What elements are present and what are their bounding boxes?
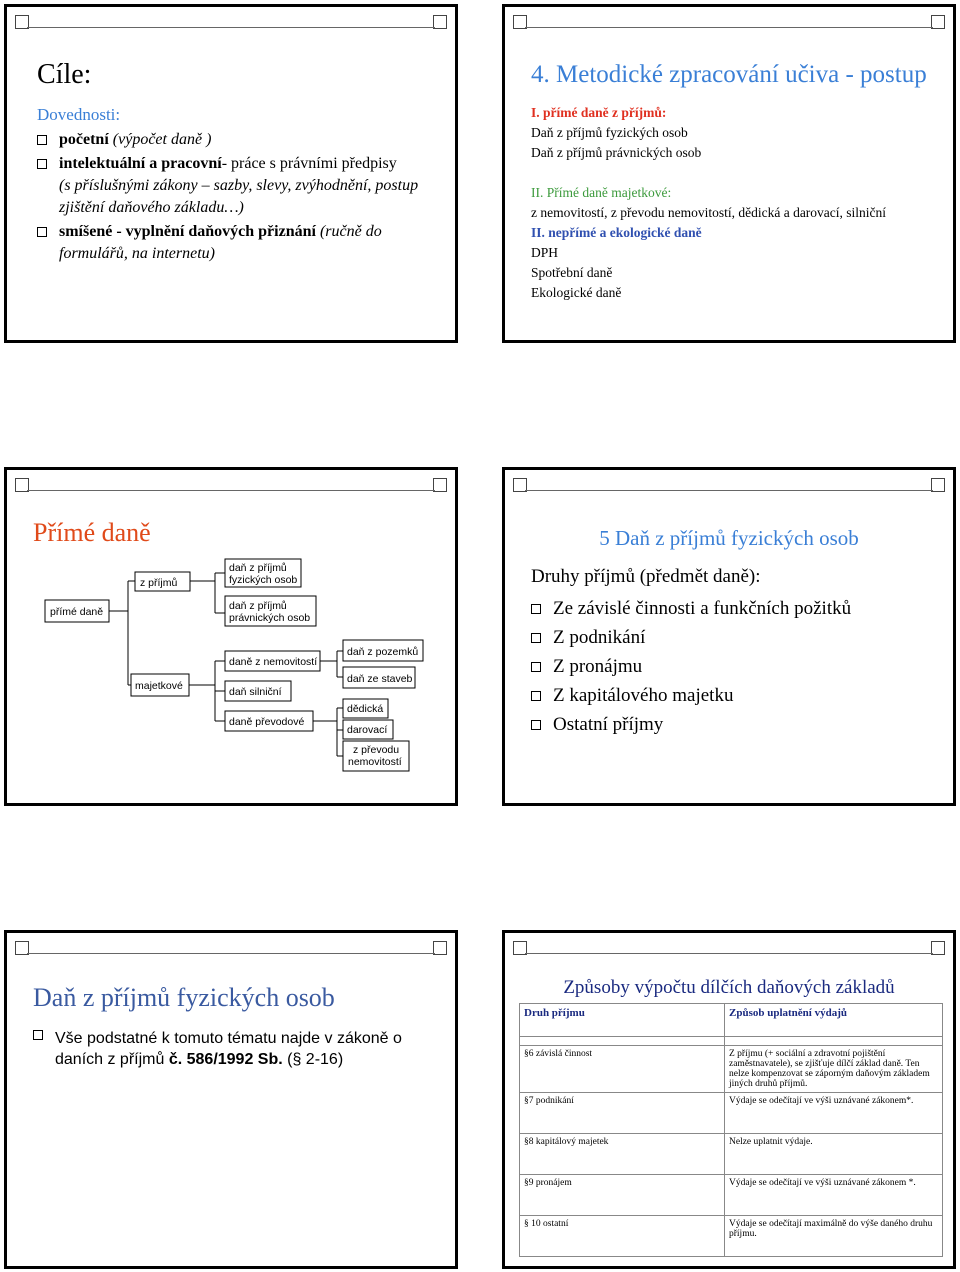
item-text: Vše podstatné k tomuto tématu najde v zákoně o daních z příjmů (55, 1030, 402, 1068)
body-line: DPH (531, 245, 559, 260)
table-row (520, 1046, 943, 1093)
node-fo-2: fyzických osob (229, 574, 298, 586)
node-income: z příjmů (140, 577, 178, 589)
section-heading: I. přímé daně z příjmů: (531, 105, 667, 120)
list-item (33, 1028, 433, 1070)
node-transfer: daně převodové (229, 716, 305, 728)
item-italic: (ručně do formulářů, na internetu) (59, 223, 382, 262)
table-cell: Z příjmu (+ sociální a zdravotní pojištění zaměstnavatele), se zjišťuje dílčí základ daně. Ten nelze kompenzovat se záporným daňovým základem jiných druhů příjmů. (725, 1046, 943, 1093)
square-bullet-icon (531, 633, 541, 643)
slide-goals (4, 4, 458, 343)
table-cell: Výdaje se odečítají ve výši uznávané zákonem *. (725, 1175, 943, 1216)
node-property: majetkové (135, 680, 183, 692)
slide-law-reference (4, 930, 458, 1269)
law-number: č. 586/1992 Sb. (168, 1051, 283, 1068)
node-real-estate: daně z nemovitostí (229, 656, 318, 668)
node-direct-taxes: přímé daně (50, 606, 104, 618)
table-cell: Výdaje se odečítají ve výši uznávané zákonem*. (725, 1093, 943, 1134)
item-bold: intelektuální a pracovní (59, 155, 222, 172)
item-text: Ze závislé činnosti a funkčních požitků (553, 598, 852, 619)
slide-income-types (502, 467, 956, 806)
list-item (531, 594, 851, 623)
divider (27, 953, 435, 954)
law-list (33, 1028, 433, 1070)
section-heading: II. Přímé daně majetkové: (531, 185, 672, 200)
corner-box (931, 941, 945, 955)
node-land: daň z pozemků (347, 646, 419, 658)
list-item (37, 221, 442, 265)
item-text: (§ 2-16) (282, 1051, 344, 1068)
slide-title: Přímé daně (33, 518, 151, 547)
slide-body (531, 103, 886, 303)
body-line: Spotřební daně (531, 265, 613, 280)
list-item (531, 652, 851, 681)
tax-tree-diagram (7, 470, 455, 803)
list-item (531, 710, 851, 739)
node-po-2: právnických osob (229, 612, 311, 624)
column-header: Způsob uplatnění výdajů (725, 1004, 943, 1037)
slide-title: Způsoby výpočtu dílčích daňových základů (563, 977, 895, 998)
slide-subtitle: Dovednosti: (37, 105, 121, 124)
node-road: daň silniční (229, 686, 282, 698)
square-bullet-icon (37, 159, 47, 169)
table-row (520, 1216, 943, 1257)
item-text: Z podnikání (553, 627, 646, 648)
square-bullet-icon (531, 720, 541, 730)
slide-calculation-methods (502, 930, 956, 1269)
square-bullet-icon (531, 662, 541, 672)
table-cell: §7 podnikání (520, 1093, 725, 1134)
item-text: Z kapitálového majetku (553, 685, 734, 706)
item-italic: (s příslušnými zákony – sazby, slevy, zvýhodnění, postup zjištění daňového základu…) (59, 177, 419, 216)
blank-line (531, 163, 886, 183)
item-bold: smíšené - vyplnění daňových přiznání (59, 223, 316, 240)
column-header: Druh příjmu (520, 1004, 725, 1037)
body-line: Daň z příjmů právnických osob (531, 145, 702, 160)
node-buildings: daň ze staveb (347, 673, 413, 685)
list-item (37, 153, 442, 219)
slide-method (502, 4, 956, 343)
table-cell: §6 závislá činnost (520, 1046, 725, 1093)
table-cell: §8 kapitálový majetek (520, 1134, 725, 1175)
item-text: Z pronájmu (553, 656, 643, 677)
item-text: Ostatní příjmy (553, 714, 664, 735)
slide-direct-taxes (4, 467, 458, 806)
methods-table (519, 1003, 943, 1257)
list-item (531, 623, 851, 652)
node-fo-1: daň z příjmů (229, 562, 287, 574)
divider (525, 953, 933, 954)
body-line: z nemovitostí, z převodu nemovitostí, dědická a darovací, silniční (531, 205, 887, 220)
table-row (520, 1093, 943, 1134)
node-transfer-re-2: nemovitostí (348, 756, 402, 768)
table-cell: § 10 ostatní (520, 1216, 725, 1257)
slide-title: 4. Metodické zpracování učiva - postup (531, 61, 927, 88)
node-transfer-re-1: z převodu (353, 744, 400, 756)
corner-box (931, 15, 945, 29)
list-item (531, 681, 851, 710)
slide-title: Cíle: (37, 59, 92, 90)
table-row (520, 1175, 943, 1216)
square-bullet-icon (531, 604, 541, 614)
corner-box (931, 478, 945, 492)
square-bullet-icon (33, 1030, 43, 1040)
slide-heading: Druhy příjmů (předmět daně): (531, 566, 761, 587)
node-gift: darovací (347, 724, 388, 736)
item-text: (výpočet daně ) (108, 131, 212, 148)
node-inheritance: dědická (347, 703, 384, 715)
node-po-1: daň z příjmů (229, 600, 287, 612)
body-line: Daň z příjmů fyzických osob (531, 125, 688, 140)
divider (525, 490, 933, 491)
divider (525, 27, 933, 28)
list-item (37, 129, 442, 151)
goal-list (37, 129, 442, 267)
item-bold: početní (59, 131, 109, 148)
table-row (520, 1134, 943, 1175)
body-line: Ekologické daně (531, 285, 622, 300)
item-text: - práce s právními předpisy (221, 155, 397, 172)
slide-title: Daň z příjmů fyzických osob (33, 983, 335, 1012)
table-cell: Nelze uplatnit výdaje. (725, 1134, 943, 1175)
divider (27, 27, 435, 28)
square-bullet-icon (37, 227, 47, 237)
income-type-list (531, 594, 851, 739)
square-bullet-icon (37, 135, 47, 145)
corner-box (433, 941, 447, 955)
slide-title: 5 Daň z příjmů fyzických osob (599, 526, 859, 550)
corner-box (433, 15, 447, 29)
table-cell: §9 pronájem (520, 1175, 725, 1216)
table-header-row (520, 1004, 943, 1037)
table-cell: Výdaje se odečítají maximálně do výše daného druhu příjmu. (725, 1216, 943, 1257)
square-bullet-icon (531, 691, 541, 701)
section-heading: II. nepřímé a ekologické daně (531, 225, 702, 240)
